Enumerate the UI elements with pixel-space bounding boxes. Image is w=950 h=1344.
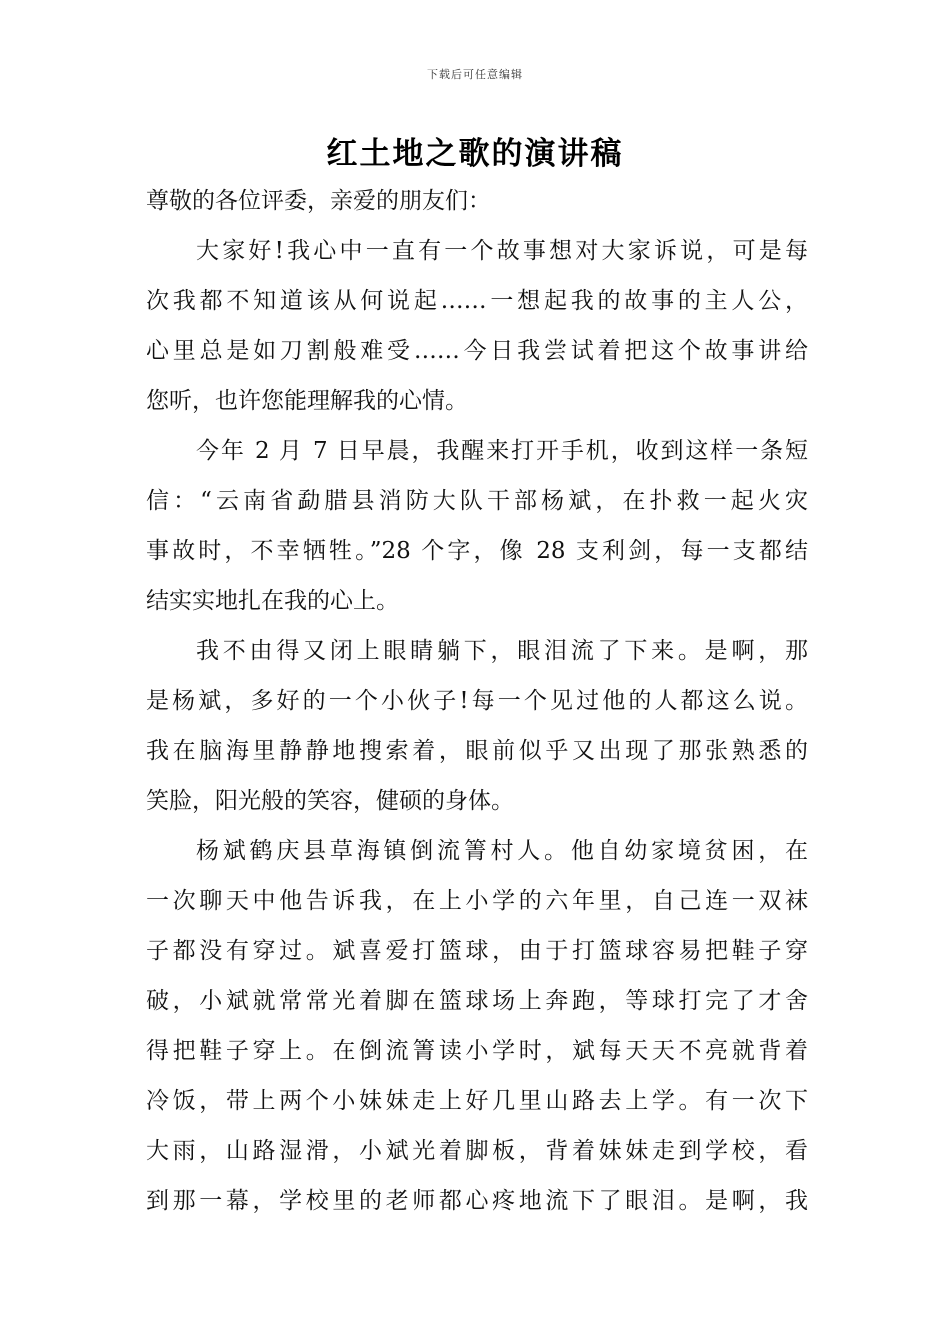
paragraph-1-line-1: 大家好!我心中一直有一个故事想对大家诉说，可是每 [196, 238, 808, 264]
paragraph-1-line-4: 您听，也许您能理解我的心情。 [146, 388, 468, 414]
paragraph-4-line-4: 破，小斌就常常光着脚在篮球场上奔跑，等球打完了才舍 [146, 988, 808, 1014]
paragraph-2-line-2: 信：“云南省勐腊县消防大队干部杨斌，在扑救一起火灾 [146, 488, 808, 514]
document-title: 红土地之歌的演讲稿 [326, 136, 624, 172]
paragraph-3-line-3: 我在脑海里静静地搜索着，眼前似乎又出现了那张熟悉的 [146, 738, 808, 764]
paragraph-2-line-1: 今年 2 月 7 日早晨，我醒来打开手机，收到这样一条短 [196, 438, 808, 464]
header-note: 下载后可任意编辑 [427, 68, 523, 81]
paragraph-3-line-2: 是杨斌，多好的一个小伙子!每一个见过他的人都这么说。 [146, 688, 808, 714]
paragraph-4-line-7: 大雨，山路湿滑，小斌光着脚板，背着妹妹走到学校，看 [146, 1138, 808, 1164]
paragraph-3-line-1: 我不由得又闭上眼睛躺下，眼泪流了下来。是啊，那 [196, 638, 808, 664]
paragraph-4-line-1: 杨斌鹤庆县草海镇倒流箐村人。他自幼家境贫困，在 [196, 838, 808, 864]
paragraph-4-line-6: 冷饭，带上两个小妹妹走上好几里山路去上学。有一次下 [146, 1088, 808, 1114]
paragraph-2-line-4: 结实实地扎在我的心上。 [146, 588, 399, 614]
paragraph-2-line-3: 事故时，不幸牺牲。”28 个字，像 28 支利剑，每一支都结 [146, 538, 808, 564]
paragraph-1-line-2: 次我都不知道该从何说起……一想起我的故事的主人公， [146, 288, 808, 314]
paragraph-3-line-4: 笑脸，阳光般的笑容，健硕的身体。 [146, 788, 514, 814]
paragraph-4-line-2: 一次聊天中他告诉我，在上小学的六年里，自己连一双袜 [146, 888, 808, 914]
document-body [146, 180, 808, 1230]
paragraph-1-line-3: 心里总是如刀割般难受……今日我尝试着把这个故事讲给 [146, 338, 808, 364]
paragraph-4-line-5: 得把鞋子穿上。在倒流箐读小学时，斌每天天不亮就背着 [146, 1038, 808, 1064]
paragraph-4-line-3: 子都没有穿过。斌喜爱打篮球，由于打篮球容易把鞋子穿 [146, 938, 808, 964]
salutation-line: 尊敬的各位评委，亲爱的朋友们： [146, 188, 491, 214]
paragraph-4-line-8: 到那一幕，学校里的老师都心疼地流下了眼泪。是啊，我 [146, 1188, 808, 1214]
